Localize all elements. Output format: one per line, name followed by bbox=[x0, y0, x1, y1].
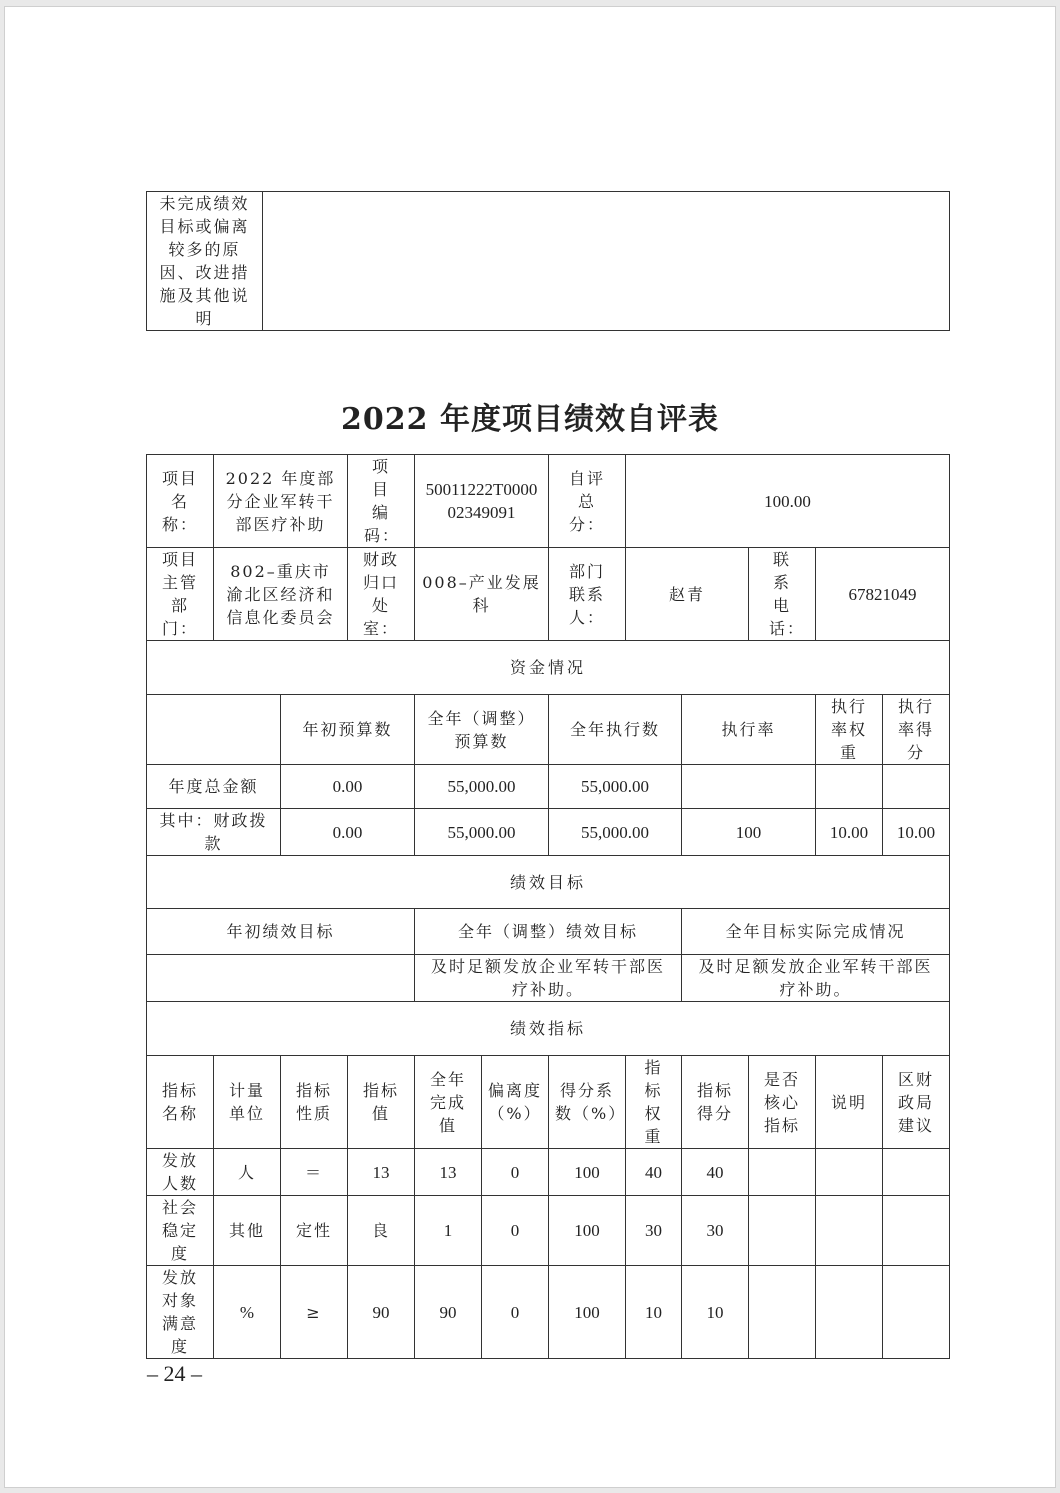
office: 008–产业发展科 bbox=[415, 548, 549, 641]
goals-value: 及时足额发放企业军转干部医疗补助。 bbox=[682, 955, 950, 1002]
funds-cell: 55,000.00 bbox=[415, 809, 549, 856]
indicator-cell bbox=[749, 1149, 816, 1196]
goals-section-title: 绩效目标 bbox=[147, 856, 950, 909]
indicator-header: 指标得分 bbox=[682, 1056, 749, 1149]
indicators-section-title: 绩效指标 bbox=[147, 1002, 950, 1056]
funds-header: 全年执行数 bbox=[549, 695, 682, 765]
goals-value bbox=[147, 955, 415, 1002]
funds-section-title: 资金情况 bbox=[147, 641, 950, 695]
self-score: 100.00 bbox=[626, 455, 950, 548]
funds-cell: 100 bbox=[682, 809, 816, 856]
funds-header: 年初预算数 bbox=[281, 695, 415, 765]
notes-label: 未完成绩效目标或偏离较多的原因、改进措施及其他说明 bbox=[147, 192, 263, 331]
project-name: 2022 年度部分企业军转干部医疗补助 bbox=[214, 455, 348, 548]
indicator-cell: 定性 bbox=[281, 1196, 348, 1266]
phone: 67821049 bbox=[816, 548, 950, 641]
funds-cell: 55,000.00 bbox=[549, 809, 682, 856]
indicator-cell: 30 bbox=[682, 1196, 749, 1266]
dept: 802–重庆市渝北区经济和信息化委员会 bbox=[214, 548, 348, 641]
page-number: – 24 – bbox=[147, 1361, 202, 1386]
indicator-cell bbox=[883, 1149, 950, 1196]
funds-header bbox=[147, 695, 281, 765]
indicator-cell: 100 bbox=[549, 1149, 626, 1196]
indicator-cell: 30 bbox=[626, 1196, 682, 1266]
office-label: 财政归口处室： bbox=[348, 548, 415, 641]
indicator-header: 指标值 bbox=[348, 1056, 415, 1149]
project-code: 50011222T000002349091 bbox=[415, 455, 549, 548]
indicator-cell bbox=[749, 1266, 816, 1359]
goals-header: 全年（调整）绩效目标 bbox=[415, 909, 682, 955]
indicator-cell: ＝ bbox=[281, 1149, 348, 1196]
indicator-cell: ≥ bbox=[281, 1266, 348, 1359]
indicator-cell bbox=[816, 1266, 883, 1359]
goals-header: 年初绩效目标 bbox=[147, 909, 415, 955]
indicator-cell: 10 bbox=[626, 1266, 682, 1359]
indicator-cell bbox=[816, 1196, 883, 1266]
indicator-name: 发放对象满意度 bbox=[147, 1266, 214, 1359]
funds-cell: 10.00 bbox=[816, 809, 883, 856]
project-code-label: 项目编码： bbox=[348, 455, 415, 548]
funds-header: 执行率权重 bbox=[816, 695, 883, 765]
indicator-cell: 90 bbox=[415, 1266, 482, 1359]
indicator-cell bbox=[749, 1196, 816, 1266]
funds-cell bbox=[883, 765, 950, 809]
funds-row-label: 年度总金额 bbox=[147, 765, 281, 809]
funds-cell: 55,000.00 bbox=[549, 765, 682, 809]
indicator-cell: 13 bbox=[348, 1149, 415, 1196]
goals-header: 全年目标实际完成情况 bbox=[682, 909, 950, 955]
indicator-cell: 0 bbox=[482, 1266, 549, 1359]
self-score-label: 自评总分： bbox=[549, 455, 626, 548]
funds-header: 全年（调整）预算数 bbox=[415, 695, 549, 765]
funds-cell: 55,000.00 bbox=[415, 765, 549, 809]
self-evaluation-table bbox=[146, 454, 950, 1359]
contact-label: 部门联系人： bbox=[549, 548, 626, 641]
indicator-header: 偏离度（%） bbox=[482, 1056, 549, 1149]
indicator-cell: 100 bbox=[549, 1266, 626, 1359]
indicator-cell: 1 bbox=[415, 1196, 482, 1266]
indicator-cell: % bbox=[214, 1266, 281, 1359]
funds-header: 执行率 bbox=[682, 695, 816, 765]
indicator-header: 指标名称 bbox=[147, 1056, 214, 1149]
notes-table bbox=[146, 191, 950, 331]
indicator-cell bbox=[883, 1196, 950, 1266]
indicator-cell: 100 bbox=[549, 1196, 626, 1266]
funds-row-label: 其中：财政拨款 bbox=[147, 809, 281, 856]
phone-label: 联系电话： bbox=[749, 548, 816, 641]
indicator-cell: 其他 bbox=[214, 1196, 281, 1266]
indicator-name: 发放人数 bbox=[147, 1149, 214, 1196]
page-title: 2022 年度项目绩效自评表 bbox=[341, 402, 719, 437]
indicator-header: 指标性质 bbox=[281, 1056, 348, 1149]
indicator-header: 说明 bbox=[816, 1056, 883, 1149]
indicator-header: 是否核心指标 bbox=[749, 1056, 816, 1149]
dept-label: 项目主管部门： bbox=[147, 548, 214, 641]
indicator-header: 计量单位 bbox=[214, 1056, 281, 1149]
notes-value bbox=[263, 192, 950, 331]
funds-header: 执行率得分 bbox=[883, 695, 950, 765]
indicator-header: 全年完成值 bbox=[415, 1056, 482, 1149]
goals-value: 及时足额发放企业军转干部医疗补助。 bbox=[415, 955, 682, 1002]
indicator-cell: 40 bbox=[682, 1149, 749, 1196]
indicator-cell: 90 bbox=[348, 1266, 415, 1359]
indicator-cell: 0 bbox=[482, 1196, 549, 1266]
indicator-header: 得分系数（%） bbox=[549, 1056, 626, 1149]
indicator-header: 区财政局建议 bbox=[883, 1056, 950, 1149]
indicator-cell: 13 bbox=[415, 1149, 482, 1196]
indicator-cell: 40 bbox=[626, 1149, 682, 1196]
funds-cell: 0.00 bbox=[281, 809, 415, 856]
indicator-header: 指标权重 bbox=[626, 1056, 682, 1149]
indicator-cell bbox=[883, 1266, 950, 1359]
funds-cell: 0.00 bbox=[281, 765, 415, 809]
indicator-cell bbox=[816, 1149, 883, 1196]
indicator-cell: 0 bbox=[482, 1149, 549, 1196]
indicator-cell: 人 bbox=[214, 1149, 281, 1196]
indicator-cell: 良 bbox=[348, 1196, 415, 1266]
indicator-cell: 10 bbox=[682, 1266, 749, 1359]
funds-cell: 10.00 bbox=[883, 809, 950, 856]
contact: 赵青 bbox=[626, 548, 749, 641]
funds-cell bbox=[816, 765, 883, 809]
funds-cell bbox=[682, 765, 816, 809]
indicator-name: 社会稳定度 bbox=[147, 1196, 214, 1266]
project-name-label: 项目名称： bbox=[147, 455, 214, 548]
